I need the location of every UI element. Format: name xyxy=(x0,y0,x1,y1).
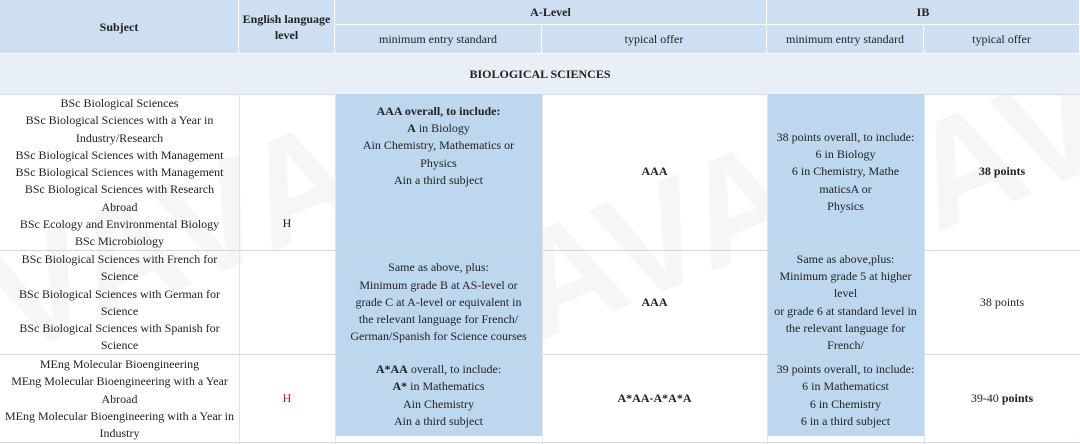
req-line: 39 points overall, to include: xyxy=(776,361,915,376)
subject-line: MEng Molecular Bioengineering with a Year xyxy=(11,374,228,389)
subjects-group2 xyxy=(0,251,239,355)
subject-line: BSc Biological Sciences with Management xyxy=(15,147,224,162)
subject-line: BSc Biological Sciences with Management xyxy=(15,165,224,180)
req-line: 6 in a third subject xyxy=(800,413,891,428)
english-level-group1 xyxy=(239,94,335,354)
row-divider xyxy=(0,250,1080,251)
req-line: Minimum grade B at AS-level or xyxy=(359,277,518,292)
group1-ib-min xyxy=(767,94,924,250)
group3-ib-offer xyxy=(924,355,1080,442)
req-line: Ain a third subject xyxy=(394,172,483,187)
english-level-value: H xyxy=(282,390,292,405)
group3-ib-min xyxy=(767,355,924,436)
req-line: German/Spanish for Science courses xyxy=(350,329,527,344)
req-line: or grade 6 at standard level in xyxy=(774,303,917,318)
subject-line: BSc Biological Sciences xyxy=(60,96,179,110)
header-a-level: A-Level xyxy=(335,0,767,25)
req-line: level xyxy=(833,286,858,301)
subject-line: Industry xyxy=(99,426,140,441)
offer-unit: points xyxy=(1001,390,1034,405)
req-line: 38 points overall, to include: xyxy=(776,129,915,144)
req-line: Physics xyxy=(420,155,457,170)
row-divider xyxy=(0,442,1080,443)
header-alevel-typical-offer: typical offer xyxy=(542,25,767,54)
offer-value: A*AA-A*A*A xyxy=(617,390,692,405)
req-line: A* in Mathematics xyxy=(392,379,485,394)
col-divider xyxy=(767,94,768,444)
offer-value: 38 points xyxy=(978,164,1026,179)
group2-ib-offer xyxy=(924,251,1080,354)
subject-line: MEng Molecular Bioengineering xyxy=(39,357,200,371)
group3-alevel-min xyxy=(335,355,542,436)
header-ib-min-entry: minimum entry standard xyxy=(767,25,924,54)
req-line: the relevant language for French/ xyxy=(358,312,519,327)
english-level-value: H xyxy=(282,216,292,231)
group1-ib-offer xyxy=(924,94,1080,250)
subject-line: BSc Biological Sciences with Spanish for xyxy=(19,321,220,336)
req-line: Ain Chemistry xyxy=(403,396,474,411)
req-line: Same as above,plus: xyxy=(796,251,895,266)
req-line: maticsA or xyxy=(819,181,872,196)
req-line: Ain a third subject xyxy=(394,413,483,428)
req-line: 6 in Biology xyxy=(815,147,876,162)
req-line: Minimum grade 5 at higher xyxy=(779,268,912,283)
subject-line: Abroad xyxy=(101,199,138,214)
req-line: A*AA overall, to include: xyxy=(375,361,502,376)
req-line: 6 in Chemistry xyxy=(809,396,882,411)
group2-ib-min xyxy=(767,251,924,354)
offer-value: AAA xyxy=(641,164,668,179)
group3-alevel-offer xyxy=(542,355,767,442)
subject-line: BSc Ecology and Environmental Biology xyxy=(19,217,220,232)
header-ib: IB xyxy=(767,0,1080,25)
row-divider xyxy=(0,354,1080,355)
subject-line: Abroad xyxy=(101,391,138,406)
subject-line: Industry/Research xyxy=(75,130,164,145)
subject-line: Science xyxy=(100,303,139,318)
subject-line: Science xyxy=(100,269,139,284)
subject-line: BSc Microbiology xyxy=(75,234,164,249)
col-divider xyxy=(239,94,240,444)
req-line: the relevant language for xyxy=(785,320,906,335)
english-level-group3 xyxy=(239,355,335,442)
group1-alevel-offer xyxy=(542,94,767,250)
subject-line: BSc Biological Sciences with Research xyxy=(24,182,215,197)
subject-line: Science xyxy=(100,338,139,353)
offer-value: AAA xyxy=(641,294,668,309)
req-line: 6 in Mathematicst xyxy=(802,379,889,394)
subject-line: BSc Biological Sciences with German for xyxy=(19,286,220,301)
req-line: Physics xyxy=(827,198,864,213)
group2-alevel-min xyxy=(335,251,542,354)
subject-line: BSc Biological Sciences with a Year in xyxy=(25,113,214,128)
offer-value: 38 points xyxy=(979,294,1025,309)
req-line: Same as above, plus: xyxy=(388,260,489,275)
subject-line: MEng Molecular Bioengineering with a Year in xyxy=(5,408,234,423)
col-divider xyxy=(924,94,925,444)
req-line: 6 in Chemistry, Mathe xyxy=(791,164,900,179)
subjects-group1 xyxy=(0,95,239,251)
header-english-level: English language level xyxy=(239,0,335,54)
req-line: A in Biology xyxy=(407,121,470,136)
group1-alevel-min xyxy=(335,94,542,250)
group2-alevel-offer xyxy=(542,251,767,354)
req-line: French/ xyxy=(827,338,864,353)
col-divider xyxy=(335,94,336,444)
subject-line: BSc Biological Sciences with French for xyxy=(21,252,218,266)
header-alevel-min-entry: minimum entry standard xyxy=(335,25,542,54)
subjects-group3 xyxy=(0,356,239,442)
req-line: grade C at A-level or equivalent in xyxy=(355,294,522,309)
header-ib-typical-offer: typical offer xyxy=(924,25,1080,54)
offer-value: 39-40 xyxy=(970,390,999,405)
col-divider xyxy=(542,94,543,444)
header-subject: Subject xyxy=(0,0,239,54)
req-line: AAA overall, to include: xyxy=(376,103,501,118)
section-title: BIOLOGICAL SCIENCES xyxy=(0,54,1080,95)
req-line: Ain Chemistry, Mathematics or xyxy=(362,138,515,153)
